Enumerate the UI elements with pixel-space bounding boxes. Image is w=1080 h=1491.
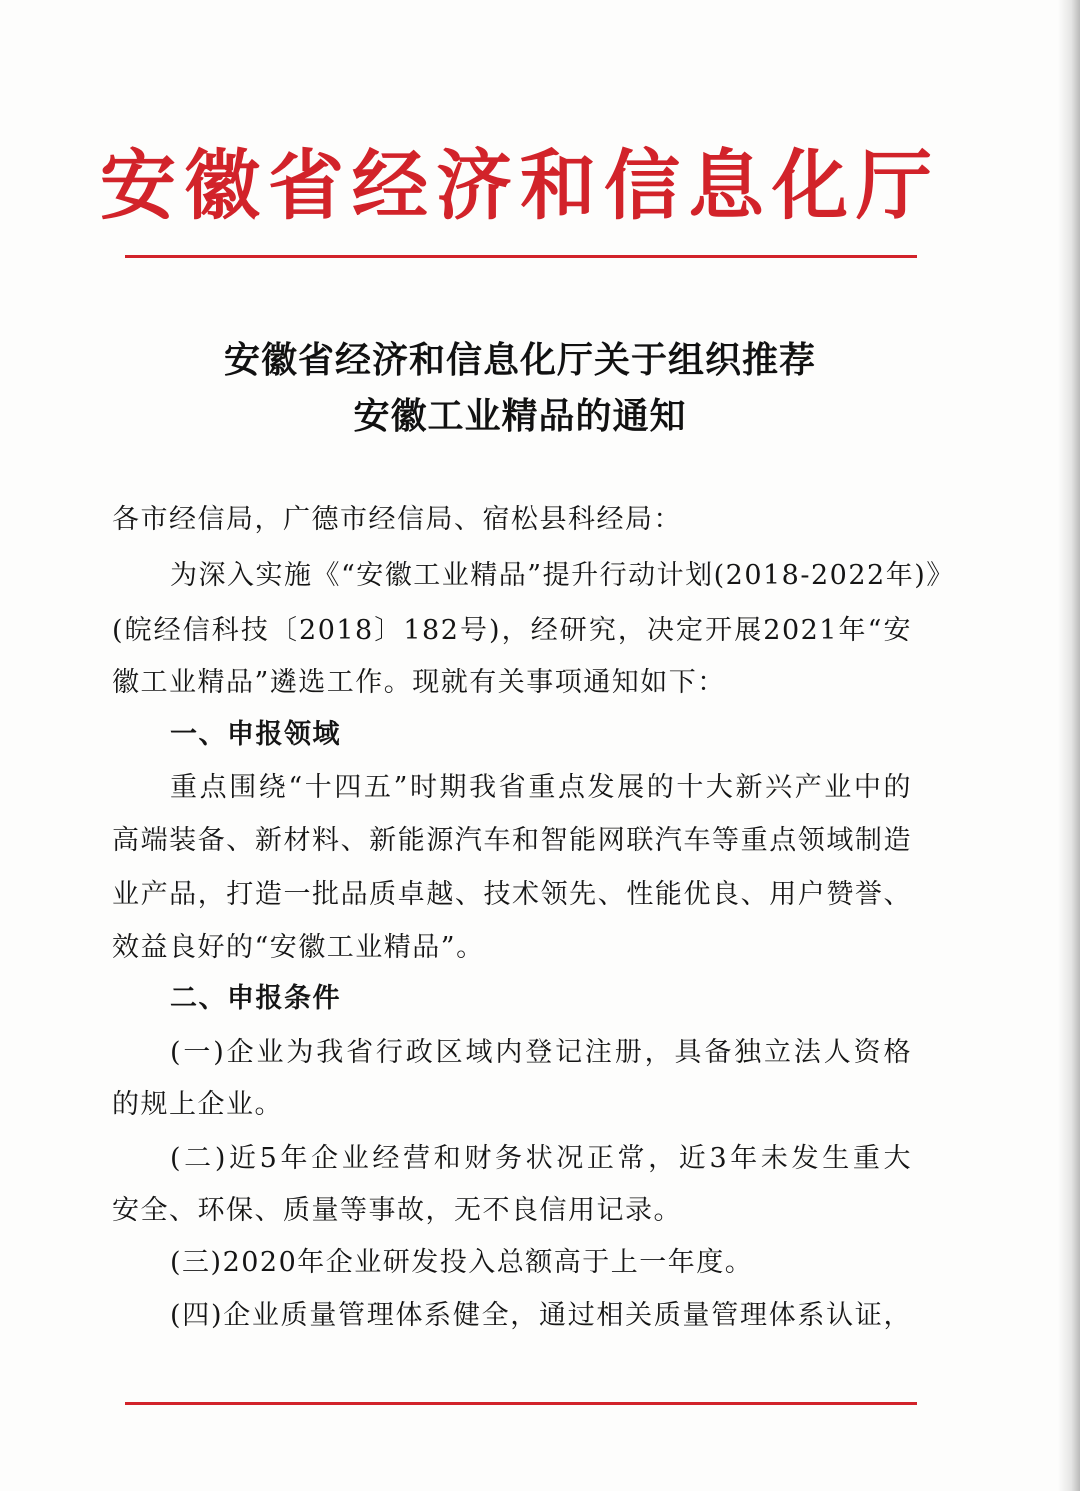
section-2-item-3-line-1: (三)2020年企业研发投入总额高于上一年度。 <box>170 1247 754 1278</box>
section-2-item-1-line-2: 的规上企业。 <box>112 1089 283 1120</box>
section-2-item-4-line-1: (四)企业质量管理体系健全，通过相关质量管理体系认证， <box>170 1300 912 1331</box>
intro-line-1: 为深入实施《“安徽工业精品”提升行动计划(2018-2022年)》 <box>170 560 955 591</box>
section-1-line-4: 效益良好的“安徽工业精品”。 <box>112 932 485 963</box>
document-title-line-2: 安徽工业精品的通知 <box>353 396 687 437</box>
document-title-line-1: 安徽省经济和信息化厅关于组织推荐 <box>223 340 816 381</box>
page-edge-shadow <box>1058 0 1080 1491</box>
section-2-item-2-line-2: 安全、环保、质量等事故，无不良信用记录。 <box>112 1195 682 1226</box>
intro-line-2: (皖经信科技〔2018〕182号)，经研究，决定开展2021年“安 <box>112 615 912 646</box>
letterhead-red-rule <box>125 255 917 258</box>
letterhead-org-name: 安徽省经济和信息化厅 <box>100 141 940 230</box>
section-1-heading: 一、申报领域 <box>170 719 341 750</box>
addressee: 各市经信局，广德市经信局、宿松县科经局： <box>112 504 682 535</box>
intro-line-3: 徽工业精品”遴选工作。现就有关事项通知如下： <box>112 667 726 698</box>
document-title <box>0 333 1040 445</box>
section-2-item-1-line-1: (一)企业为我省行政区域内登记注册，具备独立法人资格 <box>170 1037 912 1068</box>
section-1-line-1: 重点围绕“十四五”时期我省重点发展的十大新兴产业中的 <box>170 772 912 803</box>
section-1-line-2: 高端装备、新材料、新能源汽车和智能网联汽车等重点领域制造 <box>112 825 912 856</box>
footer-red-rule <box>125 1402 917 1405</box>
section-1-line-3: 业产品，打造一批品质卓越、技术领先、性能优良、用户赞誉、 <box>112 879 912 910</box>
section-2-heading: 二、申报条件 <box>170 983 341 1014</box>
section-2-item-2-line-1: (二)近5年企业经营和财务状况正常，近3年未发生重大 <box>170 1143 912 1174</box>
